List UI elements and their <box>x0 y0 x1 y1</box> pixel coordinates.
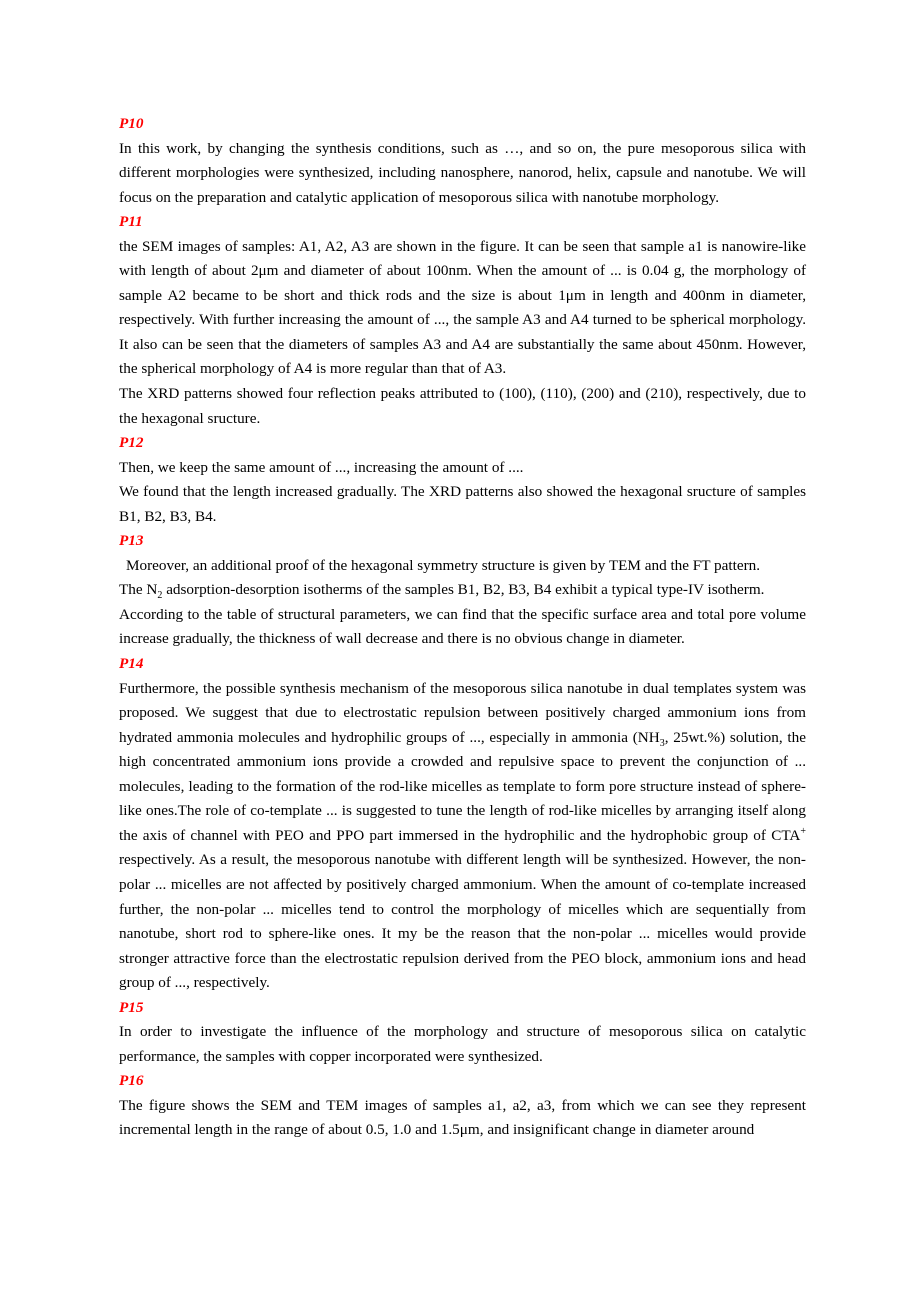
paragraph: Then, we keep the same amount of ..., increasing the amount of .... <box>119 458 524 476</box>
section-heading-p10: P10 <box>119 115 144 132</box>
paragraph: We found that the length increased gradually. The XRD patterns also showed the hexagonal sructure of samples B1, B2, B3, B4. <box>119 483 806 525</box>
document-page <box>119 112 806 1143</box>
text-run: adsorption-desorption isotherms of the samples B1, B2, B3, B4 exhibit a typical type-IV isotherm. <box>162 581 765 599</box>
paragraph: the SEM images of samples: A1, A2, A3 are shown in the figure. It can be seen that sample a1 is nanowire-like with length of about 2μm and diameter of about 100nm. When the amount of ... is 0.04 g, the morphology of sample A2 became to be short and thick rods and the size is about 1μm in length and 400nm in diameter, respectively. With further increasing the amount of ..., the sample A3 and A4 turned to be spherical morphology. It also can be seen that the diameters of samples A3 and A4 are substantially the same about 450nm. However, the spherical morphology of A4 is more regular than that of A3. <box>119 237 806 378</box>
paragraph: The XRD patterns showed four reflection peaks attributed to (100), (110), (200) and (210), respectively, due to the hexagonal sructure. <box>119 385 806 427</box>
subscript: 3 <box>659 737 665 749</box>
paragraph: In this work, by changing the synthesis conditions, such as …, and so on, the pure mesoporous silica with different morphologies were synthesized, including nanosphere, nanorod, helix, capsule and nanotube. We will focus on the preparation and catalytic application of mesoporous silica with nanotube morphology. <box>119 139 806 206</box>
paragraph: Moreover, an additional proof of the hexagonal symmetry structure is given by TEM and the FT pattern. <box>126 556 761 574</box>
paragraph: In order to investigate the influence of the morphology and structure of mesoporous silica on catalytic performance, the samples with copper incorporated were synthesized. <box>119 1023 806 1065</box>
superscript: + <box>800 825 806 837</box>
section-heading-p16: P16 <box>119 1072 144 1090</box>
section-heading-p13: P13 <box>119 532 144 550</box>
text-run: The N <box>119 581 158 599</box>
paragraph-n2-isotherm <box>119 578 806 603</box>
section-heading-p14: P14 <box>119 655 144 673</box>
paragraph: According to the table of structural parameters, we can find that the specific surface area and total pore volume increase gradually, the thickness of wall decrease and there is no obvious change in diameter. <box>119 605 806 648</box>
subscript: 2 <box>157 590 163 602</box>
text-run: respectively. As a result, the mesoporous nanotube with different length will be synthesized. However, the non-polar ... micelles are not affected by positively charged ammonium. When the amount of co-template increased further, the non-polar ... micelles tend to control the morphology of micelles which are sequentially from nanotube, short rod to sphere-like ones. It my be the reason that the non-polar ... micelles would provide stronger attractive force than the electrostatic repulsion derived from the PEO block, ammonium ions and head group of ..., respectively. <box>119 851 806 992</box>
paragraph-mechanism <box>119 677 806 996</box>
section-heading-p11: P11 <box>119 213 143 231</box>
text-run: , 25wt.%) solution, the high concentrated ammonium ions provide a crowded and repulsive space to prevent the conjunction of ... molecules, leading to the formation of the rod-like micelles as template to form pore structure instead of sphere-like ones.The role of co-template ... is suggested to tune the length of rod-like micelles by arranging itself along the axis of channel with PEO and PPO part immersed in the hydrophilic and the hydrophobic group of CTA <box>119 728 806 844</box>
paragraph: The figure shows the SEM and TEM images of samples a1, a2, a3, from which we can see they represent incremental length in the range of about 0.5, 1.0 and 1.5μm, and insignificant change in diameter around <box>119 1096 806 1139</box>
section-heading-p15: P15 <box>119 998 144 1016</box>
section-heading-p12: P12 <box>119 434 144 452</box>
text-run: Furthermore, the possible synthesis mechanism of the mesoporous silica nanotube in dual templates system was proposed. We suggest that due to electrostatic repulsion between positively charged ammonium ions from hydrated ammonia molecules and hydrophilic groups of ..., especially in ammonia (NH <box>119 679 806 746</box>
